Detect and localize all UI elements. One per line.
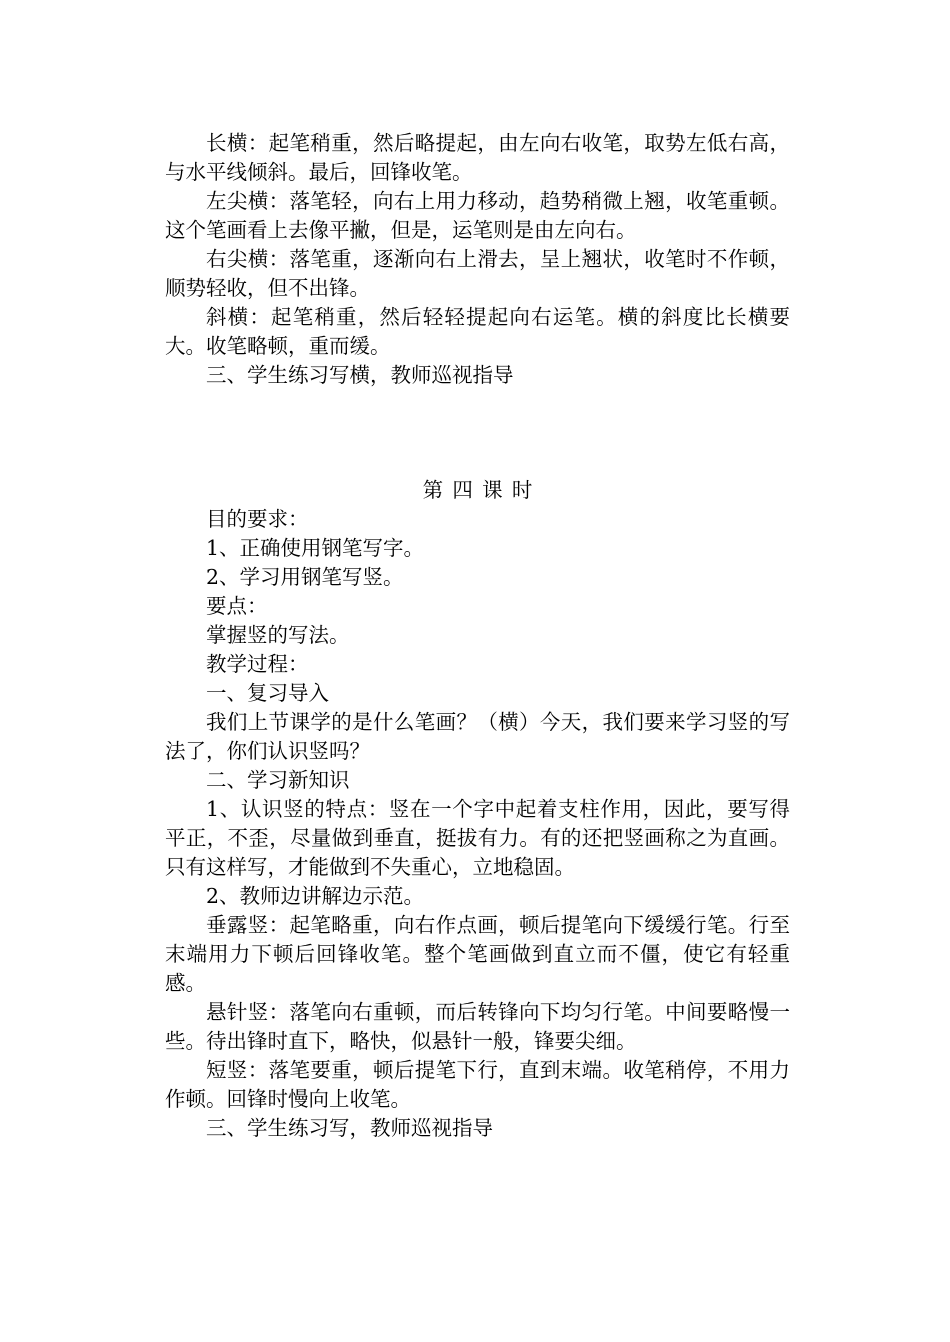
paragraph-vertical-features: 1、认识竖的特点：竖在一个字中起着支柱作用，因此，要写得平正，不歪，尽量做到垂直，挺拔有力。有的还把竖画称之为直画。只有这样写，才能做到不失重心，立地稳固。 xyxy=(165,797,790,879)
paragraph-objective-2: 2、学习用钢笔写竖。 xyxy=(206,565,404,589)
paragraph-left-pointed-horizontal: 左尖横：落笔轻，向右上用力移动，趋势稍微上翘，收笔重顿。这个笔画看上去像平撇，但是，运笔则是由左向右。 xyxy=(165,189,790,242)
paragraph-long-horizontal: 长横：起笔稍重，然后略提起，由左向右收笔，取势左低右高，与水平线倾斜。最后，回锋收笔。 xyxy=(165,131,790,184)
paragraph-teacher-demo: 2、教师边讲解边示范。 xyxy=(206,884,425,908)
paragraph-slanted-horizontal: 斜横：起笔稍重，然后轻轻提起向右运笔。横的斜度比长横要大。收笔略顿，重而缓。 xyxy=(165,305,790,358)
section-spacer xyxy=(165,390,790,476)
paragraph-review-question: 我们上节课学的是什么笔画？（横）今天，我们要来学习竖的写法了，你们认识竖吗？ xyxy=(165,710,790,763)
paragraph-review-intro: 一、复习导入 xyxy=(206,681,329,705)
paragraph-process-label: 教学过程： xyxy=(206,652,309,676)
paragraph-practice-horizontal: 三、学生练习写横，教师巡视指导 xyxy=(206,363,514,387)
paragraph-key-points-label: 要点： xyxy=(206,594,268,618)
paragraph-short-vertical: 短竖：落笔要重，顿后提笔下行，直到末端。收笔稍停，不用力作顿。回锋时慢向上收笔。 xyxy=(165,1058,790,1111)
paragraph-suspended-needle-vertical: 悬针竖：落笔向右重顿，而后转锋向下均匀行笔。中间要略慢一些。待出锋时直下，略快，似悬针一般，锋要尖细。 xyxy=(165,1000,790,1053)
paragraph-objectives-label: 目的要求： xyxy=(206,507,309,531)
paragraph-practice-vertical: 三、学生练习写，教师巡视指导 xyxy=(206,1116,493,1140)
lesson-title: 第四课时 xyxy=(422,478,542,502)
paragraph-key-point: 掌握竖的写法。 xyxy=(206,623,350,647)
document-page xyxy=(165,129,790,1143)
section-horizontal-strokes xyxy=(165,129,790,390)
paragraph-right-pointed-horizontal: 右尖横：落笔重，逐渐向右上滑去，呈上翘状，收笔时不作顿，顺势轻收，但不出锋。 xyxy=(165,247,790,300)
section-fourth-lesson xyxy=(165,476,790,1143)
paragraph-objective-1: 1、正确使用钢笔写字。 xyxy=(206,536,425,560)
paragraph-dew-drop-vertical: 垂露竖：起笔略重，向右作点画，顿后提笔向下缓缓行笔。行至末端用力下顿后回锋收笔。整个笔画做到直立而不僵，使它有轻重感。 xyxy=(165,913,790,995)
paragraph-new-knowledge: 二、学习新知识 xyxy=(206,768,350,792)
